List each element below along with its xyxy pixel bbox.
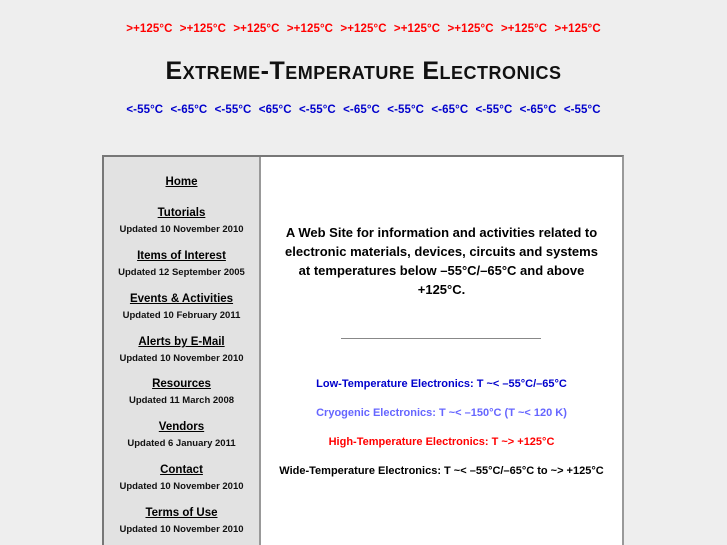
cold-temp-label: <-65°C — [170, 104, 208, 116]
high-temperature-link[interactable]: High-Temperature Electronics: T ~> +125°C — [328, 436, 555, 448]
sidebar-item-contact — [104, 460, 259, 492]
cold-temp-label: <-55°C — [126, 104, 164, 116]
vendors-link[interactable]: Vendors — [158, 421, 205, 433]
cold-temp-label: <-55°C — [214, 104, 252, 116]
hot-temp-label: >+125°C — [554, 23, 601, 35]
alerts-by-email-updated-date: Updated 10 November 2010 — [119, 353, 244, 364]
sidebar-item-home — [104, 172, 259, 190]
contact-link[interactable]: Contact — [160, 464, 203, 476]
cold-temp-label: <-55°C — [475, 104, 513, 116]
resources-updated-date: Updated 11 March 2008 — [128, 395, 235, 406]
hot-temp-label: >+125°C — [286, 23, 334, 35]
site-description: A Web Site for information and activities related to electronic materials, devices, circuits and systems at temperatures below –55°C/–65°C and above +125°C. — [285, 225, 598, 297]
wide-temperature-link[interactable]: Wide-Temperature Electronics: T ~< –55°C/–65°C to ~> +125°C — [279, 465, 604, 477]
cold-temp-label: <65°C — [258, 104, 292, 116]
alerts-by-email-link[interactable]: Alerts by E-Mail — [138, 336, 225, 348]
cold-temperature-banner — [0, 104, 727, 116]
events-activities-updated-date: Updated 10 February 2011 — [122, 310, 241, 321]
hot-temp-label: >+125°C — [393, 23, 441, 35]
main-frame — [102, 155, 624, 545]
hot-temp-label: >+125°C — [340, 23, 387, 35]
content-divider — [341, 338, 541, 339]
cryogenic-link[interactable]: Cryogenic Electronics: T ~< –150°C (T ~< 120 K) — [316, 407, 567, 419]
contact-updated-date: Updated 10 November 2010 — [119, 481, 244, 492]
events-activities-link[interactable]: Events & Activities — [129, 293, 234, 305]
sidebar-item-tutorials — [104, 203, 259, 235]
hot-temp-label: >+125°C — [179, 23, 227, 35]
low-temperature-link[interactable]: Low-Temperature Electronics: T ~< –55°C/–65°C — [316, 378, 567, 390]
hot-temp-label: >+125°C — [126, 23, 173, 35]
sidebar-item-events — [104, 289, 259, 321]
hot-temperature-banner — [0, 23, 727, 35]
sidebar-nav — [104, 157, 261, 545]
cold-temp-label: <-55°C — [563, 104, 601, 116]
items-of-interest-updated-date: Updated 12 September 2005 — [118, 267, 245, 278]
terms-of-use-link[interactable]: Terms of Use — [145, 507, 218, 519]
cold-temp-label: <-65°C — [343, 104, 380, 116]
hot-temp-label: >+125°C — [447, 23, 494, 35]
sidebar-item-terms — [104, 503, 259, 535]
terms-of-use-updated-date: Updated 10 November 2010 — [119, 524, 244, 535]
sidebar-item-resources — [104, 374, 259, 406]
home-link[interactable]: Home — [165, 176, 198, 188]
vendors-updated-date: Updated 6 January 2011 — [127, 438, 236, 449]
main-content — [261, 157, 622, 545]
sidebar-item-items-of-interest — [104, 246, 259, 278]
resources-link[interactable]: Resources — [152, 378, 211, 390]
tutorials-updated-date: Updated 10 November 2010 — [119, 224, 244, 235]
cold-temp-label: <-65°C — [519, 104, 557, 116]
site-title: Extreme-Temperature Electronics — [165, 57, 562, 85]
cold-temp-label: <-55°C — [387, 104, 425, 116]
tutorials-link[interactable]: Tutorials — [157, 207, 206, 219]
sidebar-item-alerts — [104, 332, 259, 364]
items-of-interest-link[interactable]: Items of Interest — [137, 250, 226, 262]
hot-temp-label: >+125°C — [500, 23, 548, 35]
cold-temp-label: <-55°C — [298, 104, 336, 116]
sidebar-item-vendors — [104, 417, 259, 449]
cold-temp-label: <-65°C — [431, 104, 469, 116]
hot-temp-label: >+125°C — [233, 23, 280, 35]
